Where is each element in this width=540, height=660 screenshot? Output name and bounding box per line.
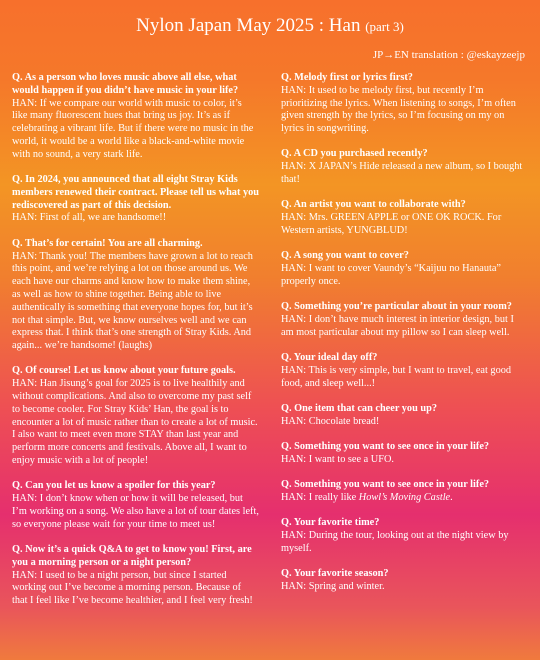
question: Q. Something you’re particular about in your room? (281, 301, 512, 313)
answer: HAN: Spring and winter. (281, 580, 385, 592)
question: Q. Now it’s a quick Q&A to get to know you! First, are you a morning person or a night person? (12, 544, 252, 568)
qa-item (12, 480, 259, 531)
qa-item (281, 441, 528, 467)
answer: HAN: Mrs. GREEN APPLE or ONE OK ROCK. For Western artists, YUNGBLUD! (281, 212, 502, 236)
answer: HAN: I want to see a UFO. (281, 453, 394, 465)
qa-columns (12, 72, 528, 608)
answer: HAN: First of all, we are handsome!! (12, 212, 167, 224)
answer: HAN: If we compare our world with music to color, it’s like many fluorescent hues that bring us joy. It’s as if celebrating a vibrant life. But if there were no music in the world, it would be a world like a black-and-white movie with no sound, a very stark life. (12, 97, 254, 160)
qa-item (281, 479, 528, 505)
question: Q. That’s for certain! You are all charming. (12, 237, 203, 249)
question: Q. Can you let us know a spoiler for this year? (12, 480, 216, 492)
qa-item (281, 72, 528, 136)
question: Q. Something you want to see once in your life? (281, 441, 490, 453)
qa-item (281, 250, 528, 288)
answer: HAN: Thank you! The members have grown a lot to reach this point, and we’re relying a lot on those around us. We each have our charms and know how to make them shine, as well as how to shine together. Being able to live authentically is something that everyone hopes for, but it’s not that simple. But, we know ourselves well and we can express that. I think that’s one strength of Stray Kids. And again... we’re handsome! (laughs) (12, 250, 253, 352)
question: Q. One item that can cheer you up? (281, 402, 437, 414)
left-column (12, 72, 259, 608)
question: Q. In 2024, you announced that all eight Stray Kids members renewed their contract. Please tell us what you rediscovered as part of this decision. (12, 174, 259, 211)
question: Q. Your favorite season? (281, 568, 389, 580)
qa-item (281, 352, 528, 390)
answer: HAN: Chocolate bread! (281, 415, 380, 427)
answer: HAN: X JAPAN’s Hide released a new album, so I bought that! (281, 161, 523, 186)
page-title: Nylon Japan May 2025 : Han (part 3) (136, 15, 404, 36)
answer: HAN: I don’t have much interest in interior design, but I am most particular about my pillow so I can sleep well. (281, 313, 514, 338)
part-label: (part 3) (365, 19, 404, 34)
right-column (281, 72, 528, 608)
qa-item (281, 517, 528, 555)
question: Q. Something you want to see once in your life? (281, 479, 490, 491)
header (12, 14, 528, 62)
question: Q. Melody first or lyrics first? (281, 72, 413, 83)
movie-title: Howl’s Moving Castle (358, 491, 451, 503)
qa-item (281, 148, 528, 186)
qa-item (12, 365, 259, 467)
question: Q. Your ideal day off? (281, 352, 378, 364)
qa-item (12, 544, 259, 608)
qa-item (12, 238, 259, 353)
qa-item (12, 72, 259, 162)
question: Q. An artist you want to collaborate with? (281, 199, 466, 211)
qa-item (281, 403, 528, 429)
qa-item (281, 199, 528, 237)
question: Q. Your favorite time? (281, 517, 380, 529)
answer: HAN: I used to be a night person, but since I started working out I’ve become a morning person. Because of that I feel like I’ve become healthier, and I feel very fresh! (12, 569, 253, 607)
qa-item (12, 174, 259, 225)
qa-item (281, 568, 528, 594)
answer: HAN: It used to be melody first, but recently I’m prioritizing the lyrics. When listening to songs, I’m often given strength by the lyrics, so I’m focusing on my on lyrics in songwriting. (281, 84, 516, 135)
answer: HAN: I don’t know when or how it will be released, but I’m working on a song. We also have a lot of tour dates left, so everyone please wait for your time to meet us! (12, 493, 259, 530)
question: Q. Of course! Let us know about your future goals. (12, 365, 236, 377)
question: Q. A CD you purchased recently? (281, 148, 428, 160)
answer: HAN: I want to cover Vaundy’s “Kaijuu no Hanauta” properly once. (281, 263, 501, 287)
question: Q. A song you want to cover? (281, 250, 409, 262)
qa-item (281, 301, 528, 339)
translation-credit: JP→EN translation : @eskayzeejp (372, 49, 525, 61)
answer: HAN: Han Jisung’s goal for 2025 is to live healthily and without complications. And also to overcome my past self to become cooler. For Stray Kids’ Han, the goal is to encounter a lot of music rather than to create a lot of music. I also want to meet even more STAY than last year and perform more concerts and festivals. Above all, I want to enjoy music with a lot of people! (12, 378, 258, 467)
answer: HAN: I really like Howl’s Moving Castle. (281, 491, 453, 503)
question: Q. As a person who loves music above all else, what would happen if you didn’t have music in your life? (12, 72, 239, 96)
answer: HAN: During the tour, looking out at the night view by myself. (281, 530, 509, 554)
answer: HAN: This is very simple, but I want to travel, eat good food, and sleep well...! (281, 364, 512, 389)
